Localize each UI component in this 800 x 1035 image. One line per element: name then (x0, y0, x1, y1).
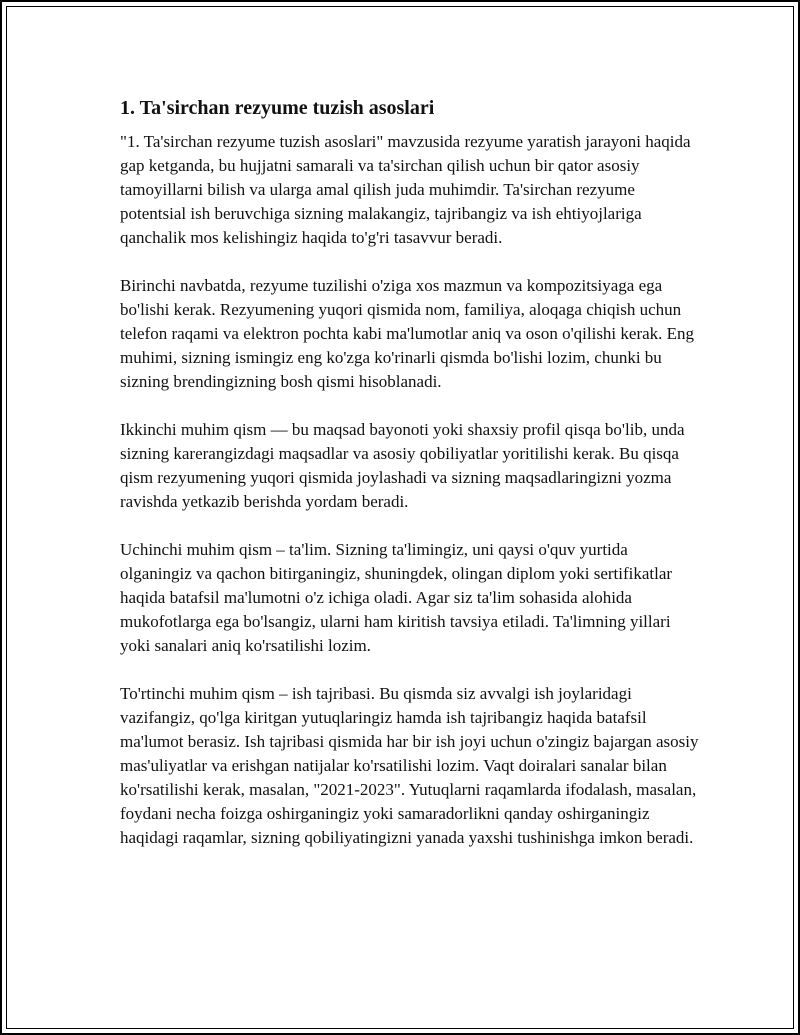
paragraph-experience: To'rtinchi muhim qism – ish tajribasi. Bu qismda siz avvalgi ish joylaridagi vazifangiz, qo'lga kiritgan yutuqlaringiz hamda ish tajribangiz haqida batafsil ma'lumot berasiz. Ish tajribasi qismida har bir ish joyi uchun o'zingiz bajargan asosiy mas'uliyatlar va erishgan natijalar ko'rsatilishi lozim. Vaqt doiralari sanalar bilan ko'rsatilishi kerak, masalan, "2021-2023". Yutuqlarni raqamlarda ifodalash, masalan, foydani necha foizga oshirganingiz yoki samaradorlikni qanday oshirganingiz haqidagi raqamlar, sizning qobiliyatingizni yanada yaxshi tushinishga imkon beradi. (120, 684, 699, 847)
paragraph-education: Uchinchi muhim qism – ta'lim. Sizning ta'limingiz, uni qaysi o'quv yurtida olganingiz va qachon bitirganingiz, shuningdek, olingan diplom yoki sertifikatlar haqida batafsil ma'lumotni o'z ichiga oladi. Agar siz ta'lim sohasida alohida mukofotlarga ega bo'lsangiz, ularni ham kiritish tavsiya etiladi. Ta'limning yillari yoki sanalari aniq ko'rsatilishi lozim. (120, 540, 673, 655)
section-heading: 1. Ta'sirchan rezyume tuzish asoslari (120, 97, 435, 119)
document-body (120, 96, 700, 874)
paragraph-intro: "1. Ta'sirchan rezyume tuzish asoslari" mavzusida rezyume yaratish jarayoni haqida gap ketganda, bu hujjatni samarali va ta'sirchan qilish uchun bir qator asosiy tamoyillarni bilish va ularga amal qilish juda muhimdir. Ta'sirchan rezyume potentsial ish beruvchiga sizning malakangiz, tajribangiz va ish ehtiyojlariga qanchalik mos kelishingiz haqida to'g'ri tasavvur beradi. (120, 132, 691, 247)
paragraph-structure: Birinchi navbatda, rezyume tuzilishi o'ziga xos mazmun va kompozitsiyaga ega bo'lishi kerak. Rezyumening yuqori qismida nom, familiya, aloqaga chiqish uchun telefon raqami va elektron pochta kabi ma'lumotlar aniq va oson o'qilishi kerak. Eng muhimi, sizning ismingiz eng ko'zga ko'rinarli qismda bo'lishi lozim, chunki bu sizning brendingizning bosh qismi hisoblanadi. (120, 276, 695, 391)
paragraph-objective: Ikkinchi muhim qism — bu maqsad bayonoti yoki shaxsiy profil qisqa bo'lib, unda sizning karerangizdagi maqsadlar va asosiy qobiliyatlar yoritilishi kerak. Bu qisqa qism rezyumening yuqori qismida joylashadi va sizning maqsadlaringizni yozma ravishda yetkazib berishda yordam beradi. (120, 420, 685, 511)
